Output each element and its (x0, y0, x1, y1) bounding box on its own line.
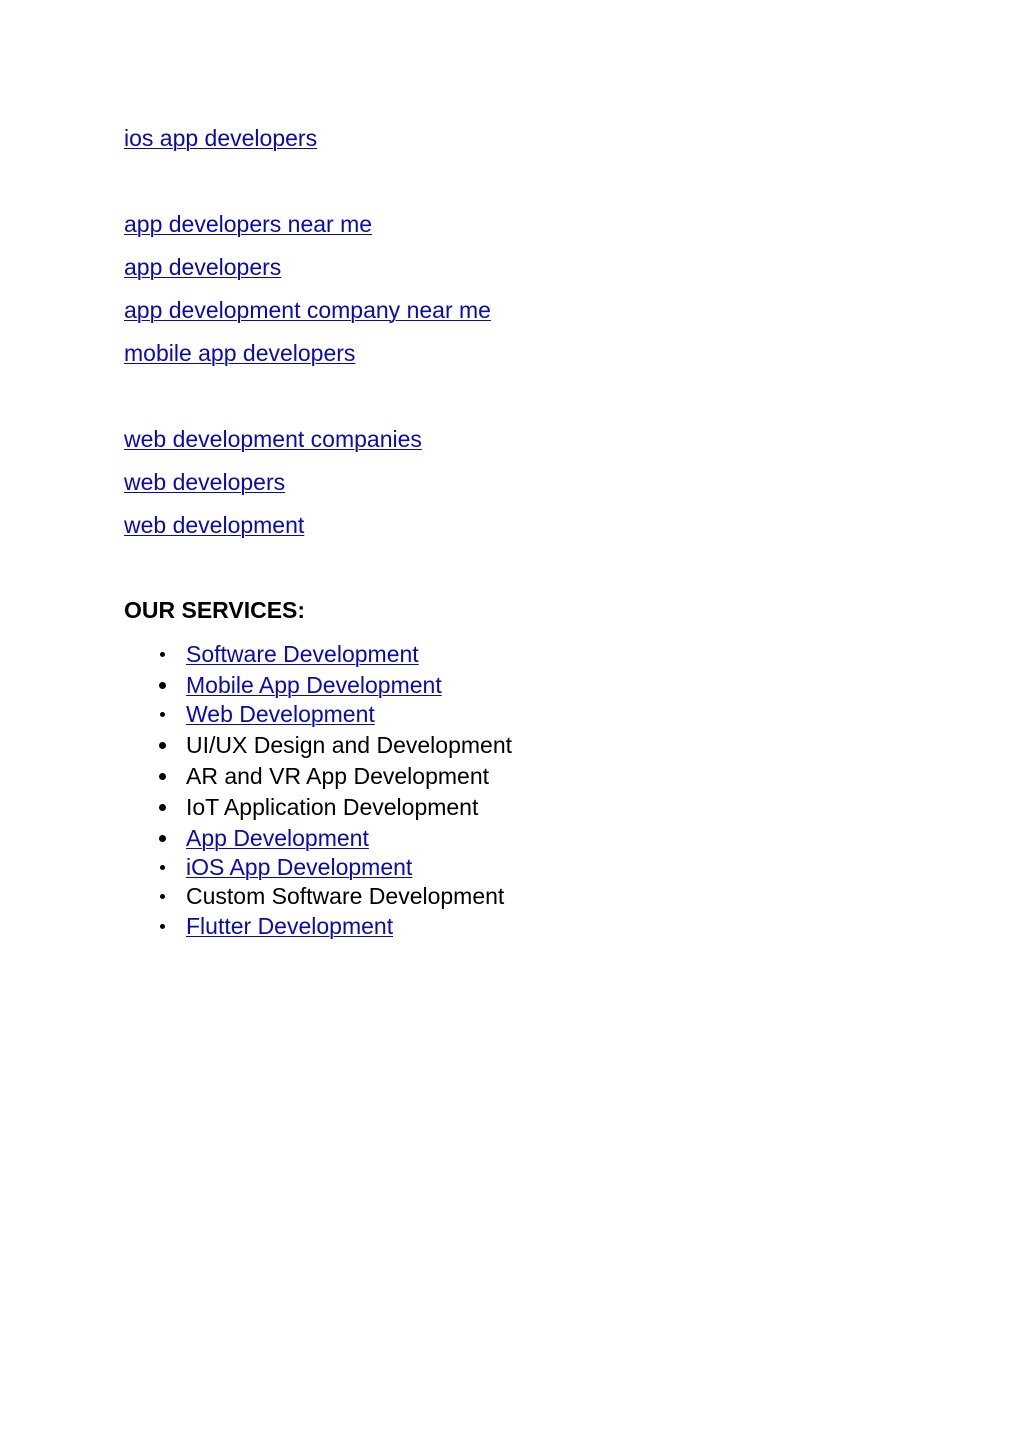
service-link-web-development[interactable]: Web Development (186, 701, 375, 727)
bullet-icon (159, 835, 166, 842)
bullet-icon (160, 652, 165, 657)
service-item-flutter-development (124, 912, 824, 940)
link-web-developers[interactable]: web developers (124, 469, 286, 495)
service-text-iot-application-development: IoT Application Development (186, 794, 479, 820)
link-ios-app-developers[interactable]: ios app developers (124, 125, 318, 151)
link-mobile-app-developers[interactable]: mobile app developers (124, 340, 356, 366)
service-item-ar-vr-app-development (124, 762, 824, 790)
service-item-software-development (124, 640, 824, 668)
service-link-software-development[interactable]: Software Development (186, 641, 419, 667)
service-item-web-development (124, 700, 824, 728)
bullet-icon (159, 682, 166, 689)
service-link-app-development[interactable]: App Development (186, 825, 369, 851)
service-link-ios-app-development[interactable]: iOS App Development (186, 854, 413, 880)
service-item-ios-app-development (124, 853, 824, 881)
link-app-development-company-near-me[interactable]: app development company near me (124, 297, 491, 323)
bullet-icon (160, 894, 165, 899)
bullet-icon (159, 773, 166, 780)
service-text-ui-ux-design: UI/UX Design and Development (186, 732, 512, 758)
link-web-development-companies[interactable]: web development companies (124, 426, 422, 452)
service-item-mobile-app-development (124, 671, 824, 699)
link-app-developers-near-me[interactable]: app developers near me (124, 211, 373, 237)
bullet-icon (160, 712, 165, 717)
bullet-icon (159, 804, 166, 811)
bullet-icon (160, 865, 165, 870)
bullet-icon (160, 924, 165, 929)
service-link-flutter-development[interactable]: Flutter Development (186, 913, 394, 939)
service-text-custom-software-development: Custom Software Development (186, 883, 505, 909)
service-item-ui-ux-design (124, 731, 824, 759)
bullet-icon (159, 742, 166, 749)
service-text-ar-vr-app-development: AR and VR App Development (186, 763, 490, 789)
services-heading: OUR SERVICES: (124, 597, 306, 623)
service-item-custom-software-development (124, 882, 824, 910)
service-item-app-development (124, 824, 824, 852)
link-app-developers[interactable]: app developers (124, 254, 282, 280)
link-web-development[interactable]: web development (124, 512, 305, 538)
service-link-mobile-app-development[interactable]: Mobile App Development (186, 672, 442, 698)
service-item-iot-application-development (124, 793, 824, 821)
